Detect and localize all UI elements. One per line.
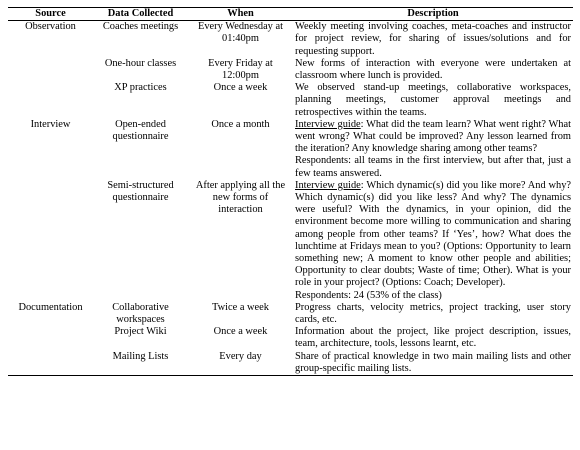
interview-guide-label: Interview guide [295, 179, 361, 191]
when-cell: Once a month [211, 118, 270, 130]
description-text: New forms of interaction with everyone were undertaken at classroom where lunch is provided. [295, 57, 571, 82]
when-cell: Every day [188, 351, 293, 376]
data-collected-cell: Mailing Lists [93, 351, 188, 376]
table-row [8, 82, 573, 119]
source-cell: Documentation [18, 301, 83, 313]
source-cell [8, 351, 93, 376]
source-cell: Observation [25, 21, 76, 33]
respondents-text: Respondents: 24 (53% of the class) [295, 289, 442, 301]
description-cell [293, 82, 573, 119]
description-cell [293, 326, 573, 350]
header-source: Source [8, 8, 93, 21]
header-when: When [188, 8, 293, 21]
description-text: Information about the project, like project description, issues, team, architecture, tools, lessons learnt, etc. [295, 326, 571, 350]
when-cell: Every Wednesday at 01:40pm [198, 21, 283, 45]
description-text: Share of practical knowledge in two main mailing lists and other group-specific mailing lists. [295, 350, 571, 374]
source-cell: Interview [30, 118, 71, 130]
table-row [8, 58, 573, 82]
data-collected-cell: Collaborative workspaces [112, 301, 169, 326]
header-description: Description [293, 8, 573, 21]
table-row [8, 302, 573, 326]
table-row [8, 21, 573, 58]
description-cell [293, 119, 573, 180]
description-cell [293, 58, 573, 82]
description-text: : What did the team learn? What went right? What went wrong? What could be improved? Any lesson learned from the iteration? Any knowledge sharing among other teams? [295, 118, 572, 155]
description-text: We observed stand-up meetings, collaborative workspaces, planning meetings, customer approval meetings and retrospectives within the teams. [295, 82, 571, 118]
description-text: : Which dynamic(s) did you like more? And why? Which dynamic(s) did you like less? And why? The dynamics were useful? With the dynamics, in your opinion, did the environment become more willing to communication and sharing among people from other teams? If ‘Yes’, how? What does the lunchtime at Fridays mean to you? (Options: Opportunity to learn something new; A moment to know other people and abilities; Opportunity to clear doubts; Waste of time; Other). What is your role in your project? (Options: Coach; Developer). [295, 179, 572, 289]
when-cell: Once a week [213, 326, 268, 338]
description-cell [293, 351, 573, 376]
table-row [8, 326, 573, 350]
interview-guide-label: Interview guide [295, 118, 361, 130]
when-cell: Twice a week [212, 301, 269, 313]
table-row [8, 119, 573, 180]
data-collection-table [8, 7, 573, 376]
data-collected-cell: One-hour classes [104, 57, 177, 69]
when-cell: After applying all the new forms of interaction [195, 179, 286, 216]
description-cell [293, 21, 573, 58]
source-cell [8, 82, 93, 119]
table-row [8, 351, 573, 376]
table-header-row [8, 8, 573, 21]
source-cell [8, 58, 93, 82]
when-cell: Once a week [213, 82, 268, 94]
data-collected-cell: Semi-structured questionnaire [107, 179, 174, 204]
header-data-collected: Data Collected [93, 8, 188, 21]
respondents-text: Respondents: all teams in the first interview, but after that, just a few teams answered. [295, 155, 571, 179]
table-row [8, 180, 573, 302]
data-collected-cell: XP practices [114, 82, 167, 94]
description-text: Weekly meeting involving coaches, meta-coaches and instructor for project review, for sharing of issues/solutions and for requesting support. [295, 21, 571, 57]
source-cell [8, 326, 93, 350]
description-cell [293, 302, 573, 326]
data-collected-cell: Open-ended questionnaire [112, 118, 169, 143]
description-cell [293, 180, 573, 302]
when-cell: Every Friday at 12:00pm [208, 57, 273, 82]
source-cell [8, 180, 93, 302]
data-collected-cell: Project Wiki [114, 326, 167, 338]
data-collected-cell: Coaches meetings [102, 21, 179, 33]
description-text: Progress charts, velocity metrics, project tracking, user story cards, etc. [295, 301, 571, 326]
